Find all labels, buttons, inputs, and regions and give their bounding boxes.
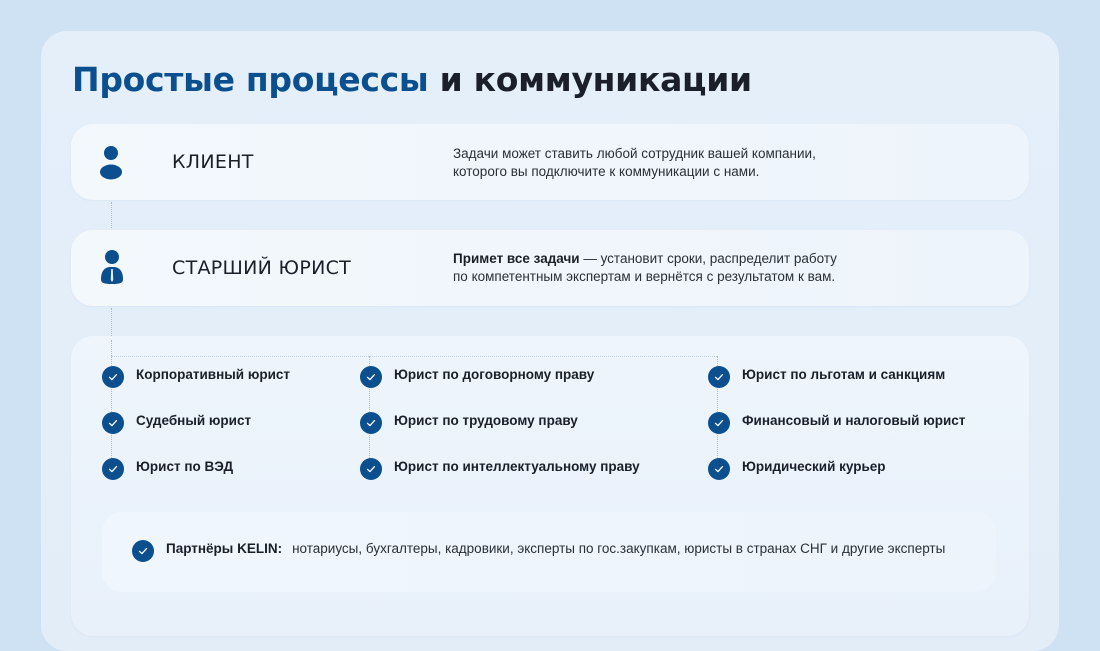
expert-item: Финансовый и налоговый юрист	[742, 413, 966, 428]
check-icon	[708, 366, 730, 388]
person-icon	[99, 145, 123, 181]
role-desc-line: по компетентным экспертам и вернётся с результатом к вам.	[453, 269, 836, 284]
role-desc-bold: Примет все задачи	[453, 251, 580, 266]
partners-label: Партнёры KELIN:	[166, 541, 283, 556]
expert-item: Юрист по льготам и санкциям	[742, 367, 946, 382]
check-icon	[102, 366, 124, 388]
check-icon	[708, 458, 730, 480]
role-label-client: КЛИЕНТ	[172, 151, 254, 173]
title-accent: Простые процессы	[72, 60, 429, 99]
expert-item: Корпоративный юрист	[136, 367, 291, 382]
title-rest: и коммуникации	[428, 60, 752, 99]
partners-text	[166, 541, 945, 556]
partners-list: нотариусы, бухгалтеры, кадровики, эксперты по гос.закупкам, юристы в странах СНГ и другие эксперты	[292, 541, 946, 556]
expert-item: Юрист по трудовому праву	[394, 413, 578, 428]
expert-item: Юрист по интеллектуальному праву	[394, 459, 640, 474]
check-icon	[360, 458, 382, 480]
check-icon	[132, 540, 154, 562]
role-label-senior-lawyer: СТАРШИЙ ЮРИСТ	[172, 257, 352, 279]
connector-line	[111, 308, 112, 338]
expert-item: Юрист по договорному праву	[394, 367, 595, 382]
role-desc-senior-lawyer	[453, 250, 873, 286]
expert-item: Юридический курьер	[742, 459, 886, 474]
role-desc-client	[453, 145, 873, 181]
connector-line	[111, 340, 112, 470]
person-tie-icon	[100, 249, 124, 285]
check-icon	[102, 458, 124, 480]
role-desc-line: — установит сроки, распределит работу	[579, 251, 837, 266]
page-title	[72, 60, 752, 99]
expert-item: Юрист по ВЭД	[136, 459, 234, 474]
connector-line	[111, 356, 717, 357]
check-icon	[102, 412, 124, 434]
check-icon	[360, 412, 382, 434]
check-icon	[360, 366, 382, 388]
role-desc-line: которого вы подключите к коммуникации с нами.	[453, 164, 760, 179]
expert-item: Судебный юрист	[136, 413, 252, 428]
role-desc-line: Задачи может ставить любой сотрудник вашей компании,	[453, 146, 816, 161]
check-icon	[708, 412, 730, 434]
connector-line	[111, 202, 112, 228]
